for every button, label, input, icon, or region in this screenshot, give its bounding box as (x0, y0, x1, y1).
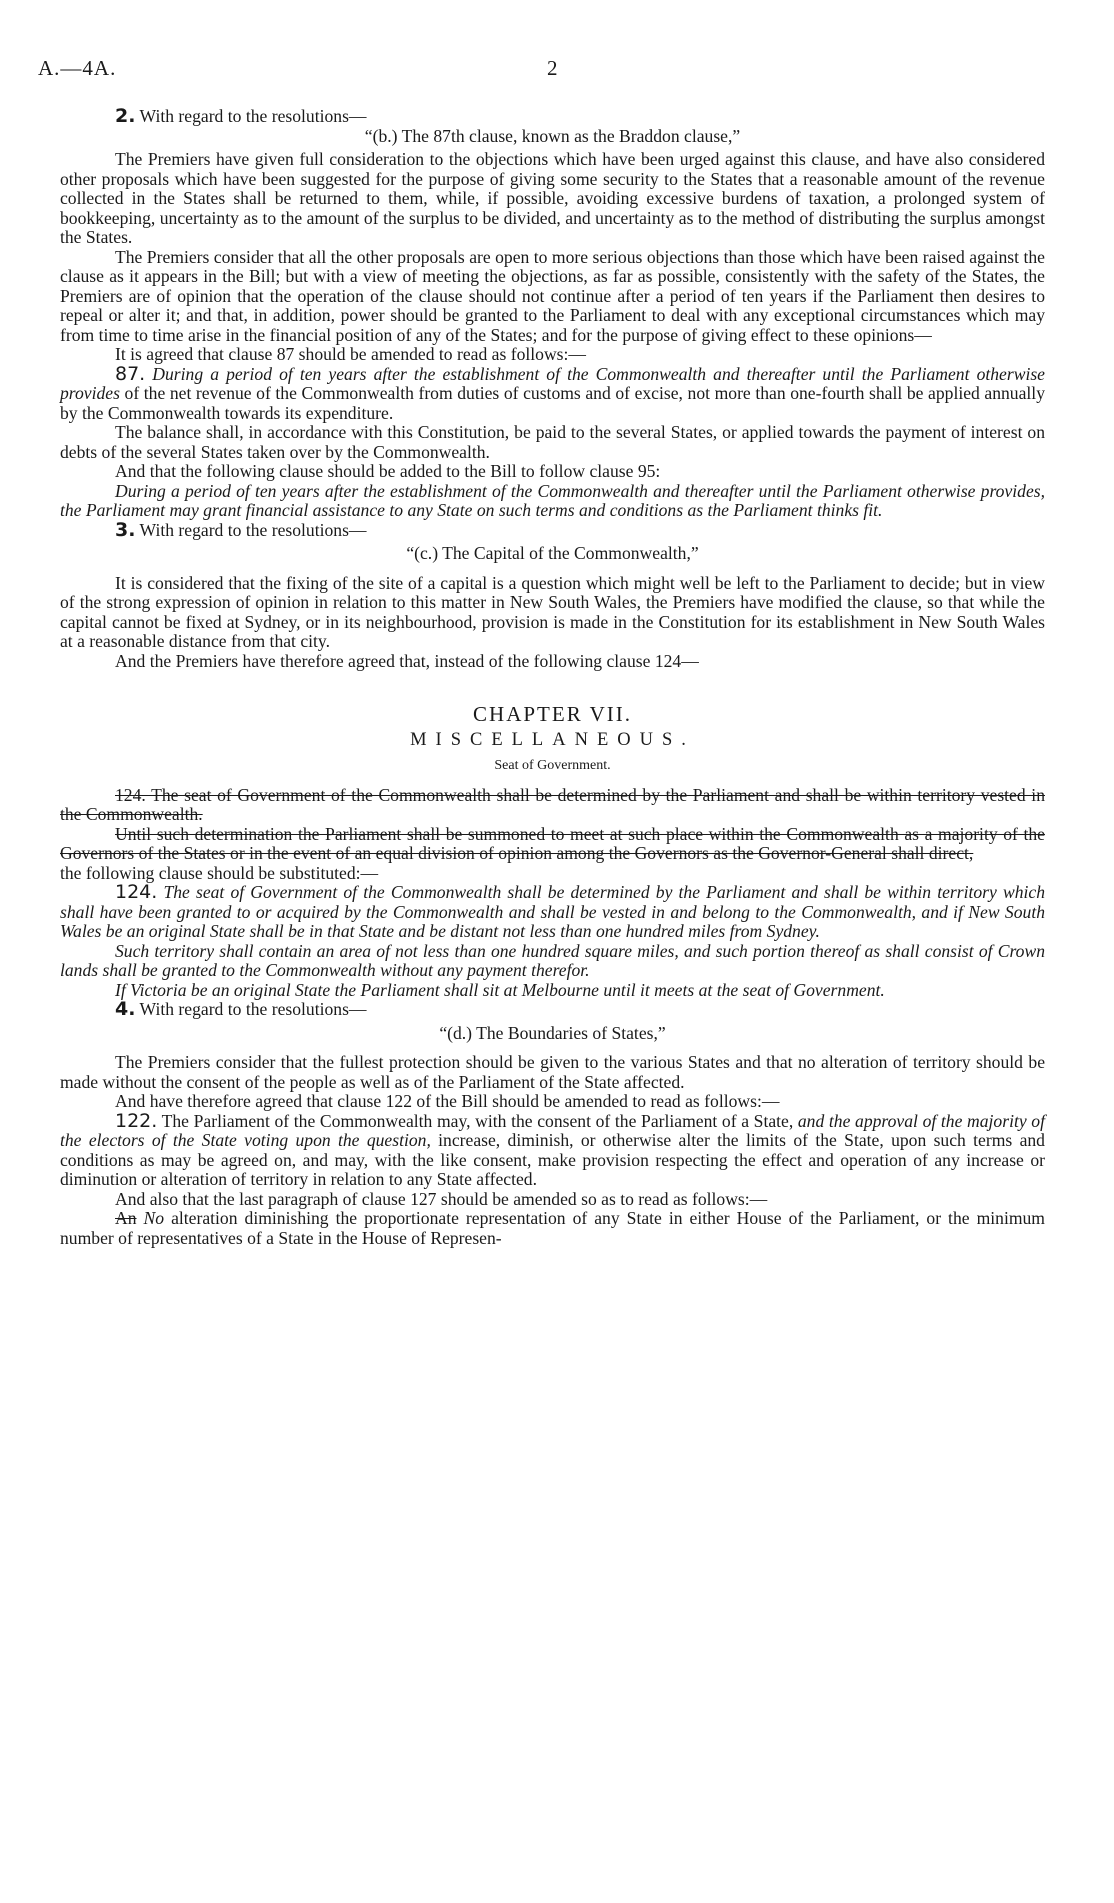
struck-clause-124-paragraph-2: Until such determination the Parliament shall be summoned to meet at such place within the Commonwealth as a majority of the Governors of the States or in the event of an equal division of opinion among the Governors as the Governor-General shall direct, (60, 823, 1045, 863)
struck-clause-124: 124. The seat of Government of the Commonwealth shall be determined by the Parliament and shall be within territory vested in the Commonwealth. (60, 784, 1045, 824)
clause-124-text: The seat of Government of the Commonwealth shall be determined by the Parliament and shall be within territory which shall have been granted to or acquired by the Commonwealth and shall be vested in and belong to the Commonwealth, and if New South Wales be an original State shall be in that State and be distant not less than one hundred miles from Sydney. (60, 882, 1045, 941)
section-2-paragraph-5: And that the following clause should be added to the Bill to follow clause 95: (115, 461, 661, 481)
page-header (38, 56, 1048, 86)
clause-122-number: 122. (115, 1109, 158, 1132)
new-clause-financial-assistance: During a period of ten years after the establishment of the Commonwealth and thereafter until the Parliament otherwise provides, the Parliament may grant financial assistance to any State on such terms and conditions as the Parliament thinks fit. (60, 480, 1045, 520)
clause-122-text-b: increase, diminish, or otherwise alter the limits of the State, upon such terms and conditions as may be agreed on, and may, with the like consent, make provision respecting the effect and operation of any increase or diminution or alteration of territory in relation to any State affected. (60, 1130, 1045, 1189)
section-3-heading (60, 518, 1045, 541)
section-2-paragraph-1: The Premiers have given full consideration to the objections which have been urged against this clause, and have also considered other proposals which have been suggested for the purpose of giving some security to the States that a reasonable amount of the revenue collected in the States shall be returned to them, while, if possible, avoiding excessive burdens of taxation, a prolonged system of bookkeeping, uncertainty as to the amount of the surplus to be divided, and uncertainty as to the method of distributing the surplus amongst the States. (60, 149, 1045, 247)
section-2-paragraph-3: It is agreed that clause 87 should be amended to read as follows:— (115, 344, 586, 364)
section-2-paragraph-4: The balance shall, in accordance with this Constitution, be paid to the several States, or applied towards the payment of interest on debts of the several States taken over by the Commonwealth. (60, 422, 1045, 462)
chapter-heading: CHAPTER VII. (473, 702, 632, 726)
page-number: 2 (547, 56, 558, 80)
section-4-paragraph-3: And also that the last paragraph of clause 127 should be amended so as to read as follows:— (115, 1188, 768, 1209)
section-2-intro: With regard to the resolutions— (139, 106, 367, 126)
section-3-paragraph-3: the following clause should be substituted:— (60, 862, 379, 883)
document-reference: A.—4A. (38, 56, 117, 80)
section-2-number: 2. (115, 105, 136, 127)
clause-87-italic-text: During a period of ten years after the establishment of the Commonwealth and thereafter until the Parliament otherwise provides (60, 363, 1045, 403)
section-3-number: 3. (115, 518, 136, 541)
clause-87-number: 87. (115, 362, 146, 385)
clause-122-italic-text: and the approval of the majority of the electors of the State voting upon the question, (60, 1110, 1045, 1150)
chapter-subheading: MISCELLANEOUS. (410, 729, 695, 750)
section-4-paragraph-1: The Premiers consider that the fullest protection should be given to the various States and that no alteration of territory should be made without the consent of the people as well as of the Parliament of the State affected. (60, 1052, 1045, 1092)
resolution-d: “(d.) The Boundaries of States,” (439, 1022, 666, 1043)
clause-124-number: 124. (115, 881, 158, 903)
inserted-word: No (143, 1208, 165, 1228)
section-4-intro: With regard to the resolutions— (139, 999, 367, 1019)
resolution-c: “(c.) The Capital of the Commonwealth,” (406, 543, 699, 563)
section-4-paragraph-2: And have therefore agreed that clause 122 of the Bill should be amended to read as follows:— (115, 1091, 780, 1111)
section-3-paragraph-2: And the Premiers have therefore agreed that, instead of the following clause 124— (115, 650, 699, 671)
section-3-paragraph-1: It is considered that the fixing of the site of a capital is a question which might well be left to the Parliament to decide; but in view of the strong expression of opinion in relation to this matter in New South Wales, the Premiers have modified the clause, so that while the capital cannot be fixed at Sydney, or in its neighbourhood, provision is made in the Constitution for its establishment in New South Wales at a reasonable distance from that city. (60, 572, 1045, 651)
struck-word: An (115, 1208, 137, 1228)
seat-of-government-heading: Seat of Government. (494, 758, 611, 773)
clause-127-amended (60, 1209, 1045, 1248)
clause-124-paragraph-3: If Victoria be an original State the Parliament shall sit at Melbourne until it meets at the seat of Government. (115, 979, 885, 1000)
clause-87-text: of the net revenue of the Commonwealth from duties of customs and of excise, not more than one-fourth shall be applied annually by the Commonwealth towards its expenditure. (60, 383, 1045, 423)
section-4-number: 4. (115, 998, 136, 1020)
section-3-intro: With regard to the resolutions— (139, 519, 367, 540)
clause-124-paragraph-2: Such territory shall contain an area of not less than one hundred square miles, and such portion thereof as shall consist of Crown lands shall be granted to the Commonwealth without any payment therefor. (60, 940, 1045, 980)
clause-122-amended (60, 1109, 1045, 1190)
clause-124-substituted (60, 883, 1045, 942)
resolution-b: “(b.) The 87th clause, known as the Braddon clause,” (364, 125, 741, 146)
clause-87-amended (60, 362, 1045, 424)
section-2-heading (60, 107, 1045, 127)
clause-127-text: alteration diminishing the proportionate representation of any State in either House of the Parliament, or the minimum number of representatives of a State in the House of Represen- (60, 1208, 1045, 1248)
document-body (60, 107, 1045, 1248)
section-4-heading (60, 1000, 1045, 1020)
section-2-paragraph-2: The Premiers consider that all the other proposals are open to more serious objections than those which have been raised against the clause as it appears in the Bill; but with a view of meeting the objections, as far as possible, consistently with the safety of the States, the Premiers are of opinion that the operation of the clause should not continue after a period of ten years if the Parliament then desires to repeal or alter it; and that, in addition, power should be granted to the Parliament to deal with any exceptional circumstances which may from time to time arise in the financial position of any of the States; and for the purpose of giving effect to these opinions— (60, 246, 1045, 345)
clause-122-text-a: The Parliament of the Commonwealth may, with the consent of the Parliament of a State, (161, 1110, 798, 1131)
